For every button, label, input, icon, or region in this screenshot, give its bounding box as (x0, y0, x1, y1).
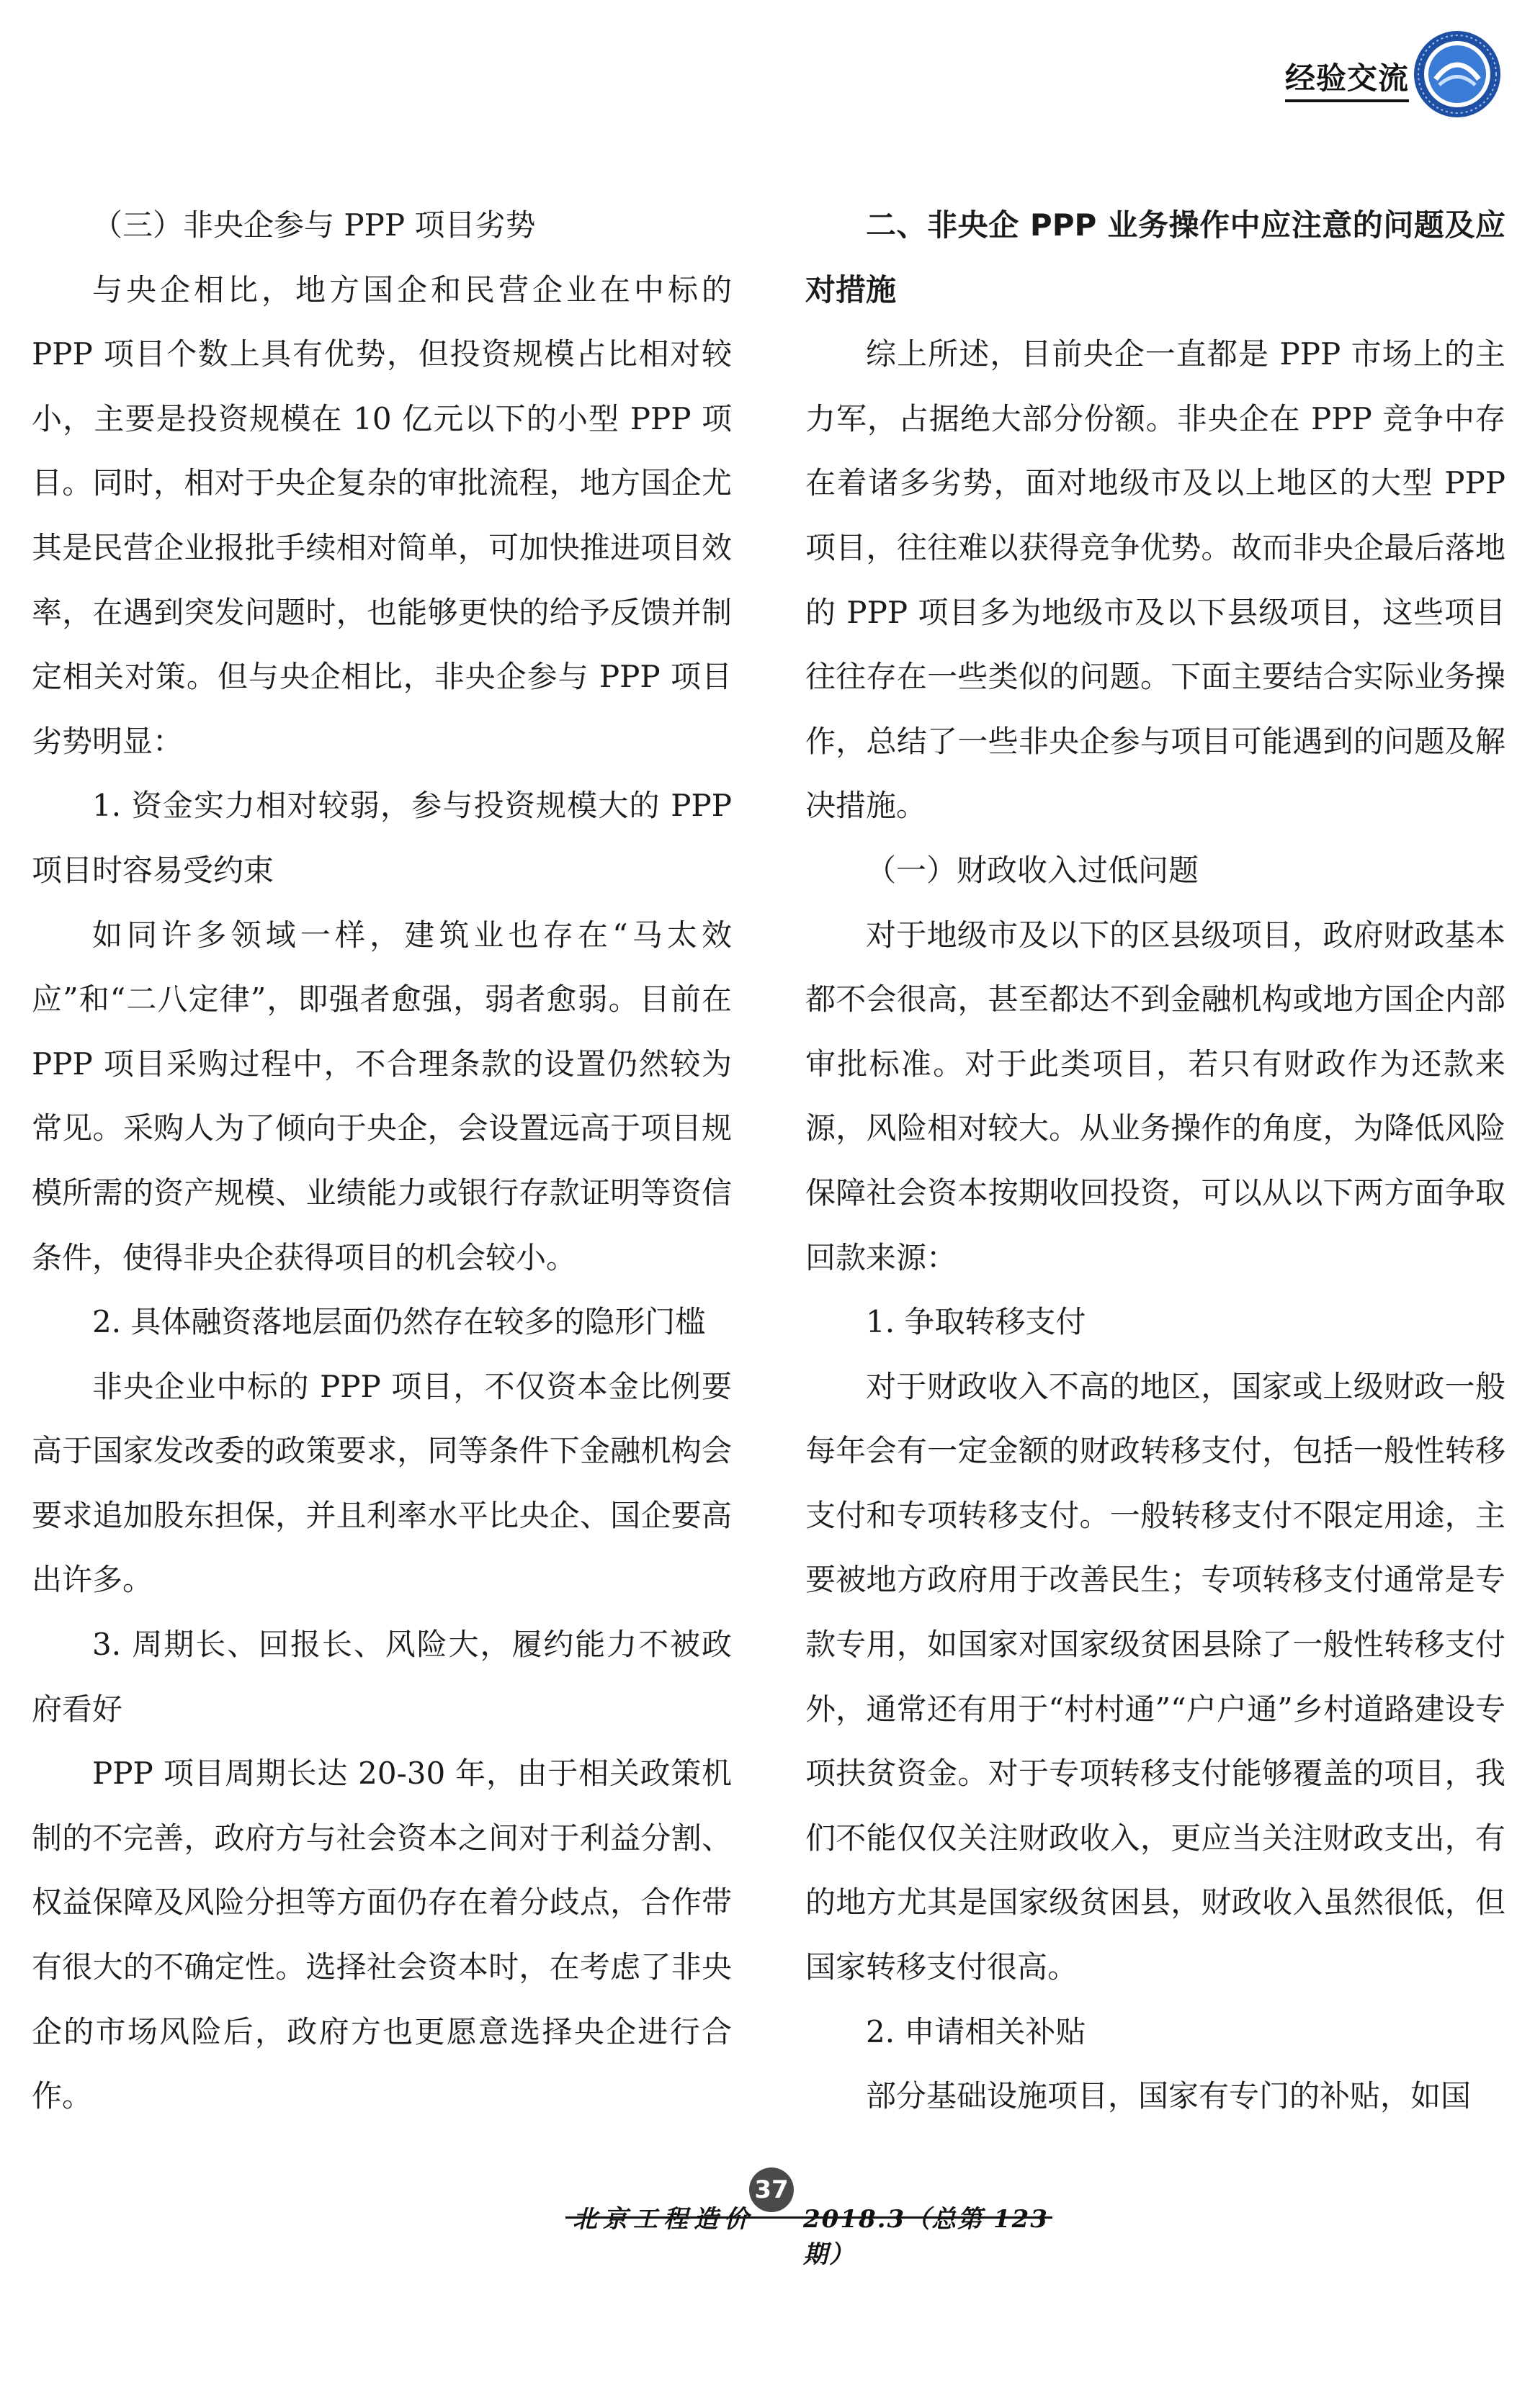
section-title: 经验交流 (1285, 55, 1409, 102)
paragraph: 部分基础设施项目，国家有专门的补贴，如国 (866, 2078, 1472, 2114)
chapter-heading: 二、非央企 PPP 业务操作中应注意的问题及应对措施 (805, 207, 1505, 307)
paragraph: 与央企相比，地方国企和民营企业在中标的 PPP 项目个数上具有优势，但投资规模占比相对较小，主要是投资规模在 10 亿元以下的小型 PPP 项目。同时，相对于央企复杂的审批流程，地方国企尤其是民营企业报批手续相对简单，可加快推进项目效率，在遇到突发问题时，也能够更快的给予反馈并制定相关对策。但与央企相比，非央企参与 PPP 项目劣势明显： (32, 271, 732, 759)
subheading: 2. 申请相关补贴 (866, 2013, 1086, 2049)
page-number: 37 (749, 2167, 794, 2212)
paragraph: PPP 项目周期长达 20-30 年，由于相关政策机制的不完善，政府方与社会资本之间对于利益分割、权益保障及风险分担等方面仍存在着分歧点，合作带有很大的不确定性。选择社会资本时，在考虑了非央企的市场风险后，政府方也更愿意选择央企进行合作。 (32, 1756, 732, 2114)
paragraph: 综上所述，目前央企一直都是 PPP 市场上的主力军，占据绝大部分份额。非央企在 PPP 竞争中存在着诸多劣势，面对地级市及以上地区的大型 PPP 项目，往往难以获得竞争优势。故而非央企最后落地的 PPP 项目多为地级市及以下县级项目，这些项目往往存在一些类似的问题。下面主要结合实际业务操作，总结了一些非央企参与项目可能遇到的问题及解决措施。 (805, 336, 1505, 824)
subheading: 2. 具体融资落地层面仍然存在较多的隐形门槛 (92, 1304, 706, 1340)
right-column (805, 193, 1505, 2129)
paragraph: 对于地级市及以下的区县级项目，政府财政基本都不会很高，甚至都达不到金融机构或地方国企内部审批标准。对于此类项目，若只有财政作为还款来源，风险相对较大。从业务操作的角度，为降低风险保障社会资本按期收回投资，可以从以下两方面争取回款来源： (805, 917, 1505, 1275)
magazine-name: 北京工程造价 (573, 2205, 754, 2234)
paragraph: 如同许多领域一样，建筑业也存在“马太效应”和“二八定律”，即强者愈强，弱者愈弱。目前在 PPP 项目采购过程中，不合理条款的设置仍然较为常见。采购人为了倾向于央企，会设置远高于项目规模所需的资产规模、业绩能力或银行存款证明等资信条件，使得非央企获得项目的机会较小。 (32, 917, 732, 1275)
section-heading: （一）财政收入过低问题 (866, 852, 1199, 888)
left-column (32, 193, 732, 2129)
page-header (0, 0, 1517, 130)
subheading: 1. 资金实力相对较弱，参与投资规模大的 PPP 项目时容易受约束 (32, 788, 732, 888)
association-seal-icon (1412, 29, 1503, 120)
paragraph: 对于财政收入不高的地区，国家或上级财政一般每年会有一定金额的财政转移支付，包括一般性转移支付和专项转移支付。一般转移支付不限定用途，主要被地方政府用于改善民生；专项转移支付通常是专款专用，如国家对国家级贫困县除了一般性转移支付外，通常还有用于“村村通”“户户通”乡村道路建设专项扶贫资金。对于专项转移支付能够覆盖的项目，我们不能仅仅关注财政收入，更应当关注财政支出，有的地方尤其是国家级贫困县，财政收入虽然很低，但国家转移支付很高。 (805, 1368, 1505, 1985)
page-footer (565, 2173, 1052, 2269)
issue-label: 2018.3（总第 123 期） (803, 2205, 1049, 2269)
paragraph: 非央企业中标的 PPP 项目，不仅资本金比例要高于国家发改委的政策要求，同等条件下金融机构会要求追加股东担保，并且利率水平比央企、国企要高出许多。 (32, 1368, 732, 1598)
subheading: 3. 周期长、回报长、风险大，履约能力不被政府看好 (32, 1627, 732, 1727)
section-heading: （三）非央企参与 PPP 项目劣势 (92, 207, 536, 243)
subheading: 1. 争取转移支付 (866, 1304, 1086, 1340)
